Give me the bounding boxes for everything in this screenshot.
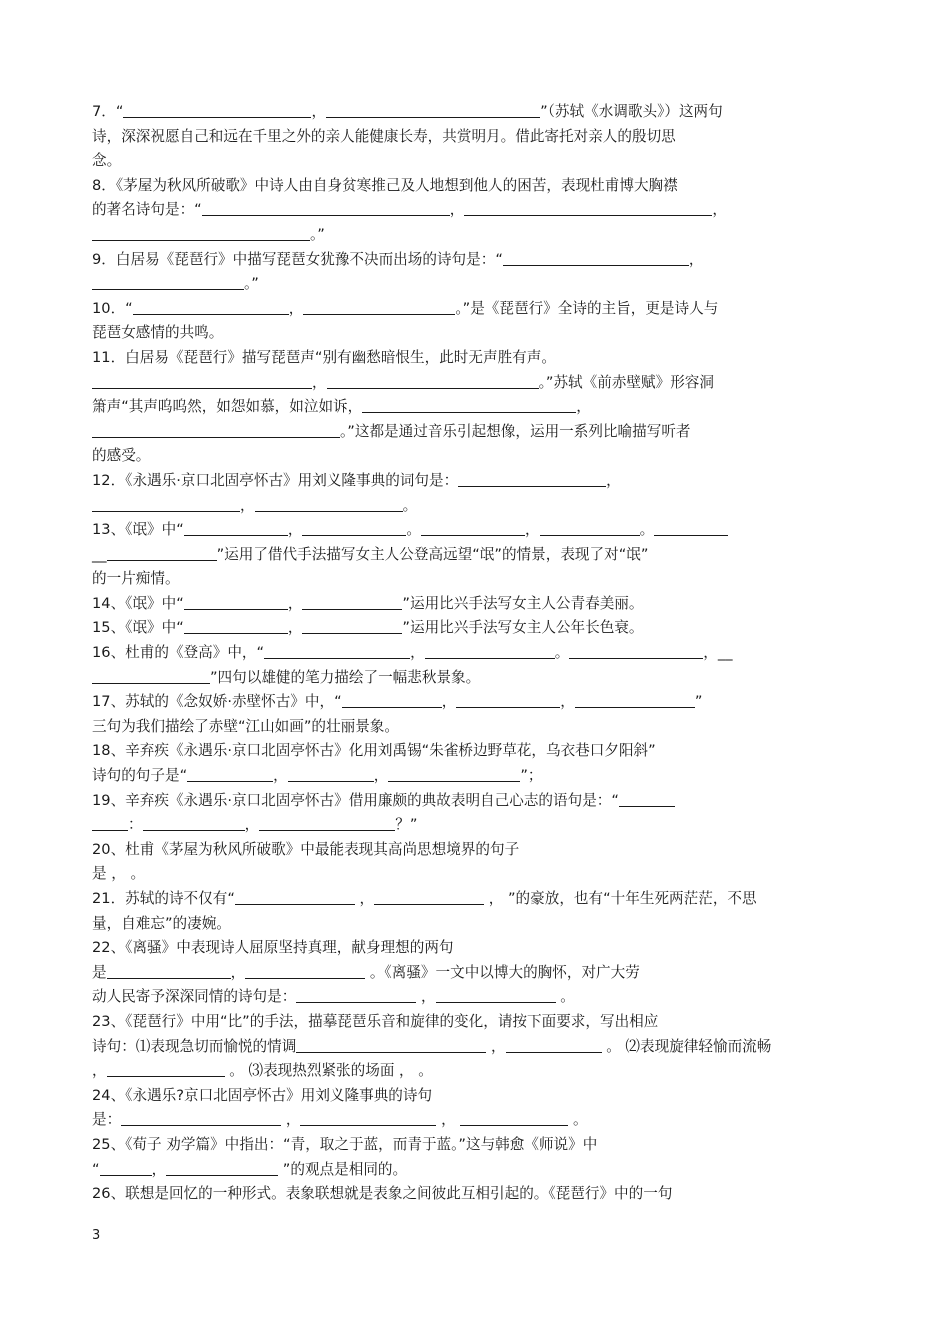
line-text: ， <box>151 1160 167 1178</box>
text-line <box>92 1182 882 1207</box>
line-text: “ <box>92 1160 100 1178</box>
line-text: ”的观点是相同的。 <box>278 1160 408 1178</box>
answer-blank[interactable] <box>456 690 560 708</box>
line-text: ， <box>281 1111 301 1129</box>
text-line <box>92 518 882 543</box>
text-line <box>92 838 882 863</box>
answer-blank[interactable] <box>92 272 244 290</box>
line-text: 三句为我们描绘了赤壁“江山如画”的壮丽景象。 <box>92 717 399 735</box>
text-line <box>92 715 882 740</box>
answer-blank[interactable] <box>264 641 410 659</box>
answer-blank[interactable] <box>503 248 689 266</box>
text-line <box>92 862 882 887</box>
line-text: 。 ⑶表现热烈紧张的场面 ， 。 <box>224 1062 433 1080</box>
line-text: 诗句的句子是“ <box>92 767 188 785</box>
line-text: ， <box>273 767 288 785</box>
text-line <box>92 666 882 691</box>
answer-blank[interactable] <box>460 1108 568 1126</box>
line-text: 25、《荀子 劝学篇》中指出：“青，取之于蓝，而青于蓝。”这与韩愈《师说》中 <box>92 1135 598 1153</box>
text-line <box>92 395 882 420</box>
text-line <box>92 149 882 174</box>
answer-blank[interactable] <box>619 789 675 807</box>
answer-blank[interactable] <box>184 518 288 536</box>
answer-blank[interactable] <box>259 813 395 831</box>
text-line <box>92 1059 882 1084</box>
answer-blank[interactable] <box>654 518 728 536</box>
line-text: ， <box>576 398 591 416</box>
answer-blank[interactable] <box>92 223 310 241</box>
line-text: 22、《离骚》中表现诗人屈原坚持真理，献身理想的两句 <box>92 939 454 957</box>
line-text: 。”是《琵琶行》全诗的主旨，更是诗人与 <box>455 299 719 317</box>
line-text: 。”苏轼《前赤壁赋》形容洞 <box>538 373 714 391</box>
line-text: 8．《茅屋为秋风所破歌》中诗人由自身贫寒推己及人地想到他人的困苦，表现杜甫博大胸襟 <box>92 176 678 194</box>
line-text: ， <box>230 963 246 981</box>
line-text: ”运用比兴手法写女主人公青春美丽。 <box>402 594 644 612</box>
line-text: 琵琶女感情的共鸣。 <box>92 324 224 342</box>
answer-blank[interactable] <box>92 813 128 831</box>
line-text: ， <box>373 767 389 785</box>
answer-blank[interactable] <box>296 1035 486 1053</box>
text-line <box>92 444 882 469</box>
line-text: 诗，深深祝愿自己和远在千里之外的亲人能健康长寿，共赏明月。借此寄托对亲人的殷切思 <box>92 127 676 145</box>
line-text: 24、《永遇乐?京口北固亭怀古》用刘义隆事典的诗句 <box>92 1086 433 1104</box>
answer-blank[interactable] <box>302 616 402 634</box>
text-line <box>92 297 882 322</box>
text-line <box>92 321 882 346</box>
line-text: 。《离骚》一文中以博大的胸怀，对广大劳 <box>365 963 640 981</box>
text-line <box>92 494 882 519</box>
answer-blank[interactable] <box>107 1059 225 1077</box>
answer-blank[interactable] <box>296 985 416 1003</box>
text-line <box>92 641 882 666</box>
answer-blank[interactable] <box>166 1158 278 1176</box>
answer-blank[interactable] <box>143 813 245 831</box>
line-text: ， <box>311 103 327 120</box>
line-text: 。 <box>568 1111 588 1129</box>
answer-blank[interactable] <box>575 690 695 708</box>
text-line <box>92 764 882 789</box>
text-line <box>92 371 882 396</box>
line-text: 。”这都是通过音乐引起想像，运用一系列比喻描写听者 <box>340 422 691 440</box>
line-text: 是 <box>92 963 107 981</box>
line-text: 16、杜甫的《登高》中，“ <box>92 644 265 662</box>
text-line <box>92 420 882 445</box>
answer-blank[interactable] <box>107 961 231 979</box>
line-text: 量，自难忘”的凄婉。 <box>92 914 231 932</box>
line-text: 的一片痴情。 <box>92 570 180 588</box>
line-text: 。 ⑵表现旋律轻愉而流畅 <box>601 1037 772 1055</box>
answer-blank[interactable] <box>92 666 210 684</box>
text-line <box>92 690 882 715</box>
text-line <box>92 346 882 371</box>
answer-blank[interactable] <box>302 592 402 610</box>
line-text: 10．“ <box>92 299 133 317</box>
line-text: ， <box>688 250 704 268</box>
line-text: 。” <box>310 225 325 243</box>
text-line <box>92 1108 882 1133</box>
text-line <box>92 174 882 199</box>
line-text: ， <box>486 1037 506 1055</box>
line-text: ， <box>606 471 621 489</box>
line-text: ， <box>288 299 304 317</box>
answer-blank[interactable] <box>123 100 311 118</box>
text-line <box>92 887 882 912</box>
line-text: 。 <box>555 988 575 1006</box>
line-text: ， <box>287 521 303 539</box>
line-text: 的感受。 <box>92 447 151 465</box>
line-text: 动人民寄予深深同情的诗句是： <box>92 988 297 1006</box>
text-line <box>92 100 882 125</box>
answer-blank[interactable] <box>255 494 403 512</box>
answer-blank[interactable] <box>421 518 525 536</box>
line-text: ， <box>287 619 303 637</box>
answer-blank[interactable] <box>388 764 520 782</box>
line-text: 13、《氓》中“ <box>92 521 184 539</box>
answer-blank[interactable] <box>107 543 217 561</box>
answer-blank[interactable] <box>300 1108 436 1126</box>
text-line <box>92 1158 882 1183</box>
text-line <box>92 469 882 494</box>
line-text: ， <box>312 373 327 391</box>
answer-blank[interactable] <box>202 198 450 216</box>
line-text: 21．苏轼的诗不仅有“ <box>92 890 235 907</box>
line-text: ， <box>525 521 540 539</box>
answer-blank[interactable] <box>458 469 606 487</box>
line-text: 26、联想是回忆的一种形式。表象联想就是表象之间彼此互相引起的。《琵琶行》中的一句 <box>92 1185 673 1203</box>
text-line <box>92 789 882 814</box>
text-line <box>92 739 882 764</box>
text-line <box>92 1010 882 1035</box>
line-text: ， <box>244 816 260 834</box>
line-text: ， <box>416 988 436 1006</box>
text-line <box>92 543 882 568</box>
line-text: ， <box>560 693 575 711</box>
question-list <box>92 100 882 1207</box>
line-text: 11．白居易《琵琶行》描写琵琶声“别有幽愁暗恨生，此时无声胜有声。 <box>92 348 556 366</box>
answer-blank[interactable] <box>100 1158 152 1176</box>
line-text: 19、辛弃疾《永遇乐·京口北固亭怀古》借用廉颇的典故表明自己心志的语句是：“ <box>92 791 619 809</box>
page-number: 3 <box>92 1228 101 1243</box>
line-text: 18、辛弃疾《永遇乐·京口北固亭怀古》化用刘禹锡“朱雀桥边野草花，乌衣巷口夕阳斜” <box>92 742 656 760</box>
line-text: ： <box>128 816 143 834</box>
answer-blank[interactable] <box>245 961 365 979</box>
text-line <box>92 616 882 641</box>
text-line <box>92 198 882 223</box>
answer-blank[interactable] <box>92 420 340 438</box>
line-text: ，__ <box>703 644 733 662</box>
line-text: 箫声“其声呜呜然，如怨如慕，如泣如诉， <box>92 398 363 416</box>
line-text: 15、《氓》中“ <box>92 619 184 637</box>
answer-blank[interactable] <box>464 198 712 216</box>
answer-blank[interactable] <box>302 518 406 536</box>
answer-blank[interactable] <box>187 764 273 782</box>
line-text: 。 <box>639 521 655 539</box>
line-text: ， <box>240 496 255 514</box>
answer-blank[interactable] <box>506 1035 602 1053</box>
answer-blank[interactable] <box>133 297 289 315</box>
answer-blank[interactable] <box>540 518 640 536</box>
text-line <box>92 985 882 1010</box>
line-text: ”运用了借代手法描写女主人公登高远望“氓”的情景，表现了对“氓” <box>216 545 649 563</box>
line-text: ， <box>712 201 727 219</box>
answer-blank[interactable] <box>92 371 312 389</box>
line-text: ？” <box>395 816 418 834</box>
line-text: 20、杜甫《茅屋为秋风所破歌》中最能表现其高尚思想境界的句子 <box>92 840 520 858</box>
text-line <box>92 223 882 248</box>
text-line <box>92 1133 882 1158</box>
line-text: ， <box>287 594 303 612</box>
line-text: 12．《永遇乐·京口北固亭怀古》用刘义隆事典的词句是： <box>92 471 459 489</box>
answer-blank[interactable] <box>326 100 540 118</box>
answer-blank[interactable] <box>184 616 288 634</box>
answer-blank[interactable] <box>235 887 355 905</box>
line-text: ， <box>449 201 465 219</box>
line-text: ， <box>410 644 425 662</box>
line-text: ” <box>694 693 703 711</box>
answer-blank[interactable] <box>436 985 556 1003</box>
answer-blank[interactable] <box>184 592 288 610</box>
text-line <box>92 592 882 617</box>
line-text: 。” <box>244 275 259 293</box>
line-text: 念。 <box>92 152 122 170</box>
line-text: ”运用比兴手法写女主人公年长色衰。 <box>402 619 644 637</box>
text-line <box>92 936 882 961</box>
line-text: 9．白居易《琵琶行》中描写琵琶女犹豫不决而出场的诗句是：“ <box>92 250 503 268</box>
answer-blank[interactable] <box>342 690 442 708</box>
line-text: __ <box>92 545 107 563</box>
line-text: ， <box>92 1062 107 1080</box>
line-text: 14、《氓》中“ <box>92 594 184 612</box>
answer-blank[interactable] <box>92 494 240 512</box>
text-line <box>92 567 882 592</box>
line-text: 23、《琵琶行》中用“比”的手法，描摹琵琶乐音和旋律的变化，请按下面要求，写出相应 <box>92 1012 659 1030</box>
line-text: ， ”的豪放，也有“十年生死两茫茫，不思 <box>484 890 757 907</box>
text-line <box>92 813 882 838</box>
line-text: 。 <box>406 521 422 539</box>
answer-blank[interactable] <box>327 371 539 389</box>
text-line <box>92 125 882 150</box>
text-line <box>92 1084 882 1109</box>
line-text: ”（苏轼《水调歌头》）这两句 <box>540 103 723 120</box>
text-line <box>92 961 882 986</box>
line-text: ”四句以雄健的笔力描绘了一幅悲秋景象。 <box>210 668 481 686</box>
answer-blank[interactable] <box>303 297 455 315</box>
answer-blank[interactable] <box>362 395 576 413</box>
line-text: 诗句：⑴表现急切而愉悦的情调 <box>92 1037 297 1055</box>
line-text: 17、苏轼的《念奴娇·赤壁怀古》中，“ <box>92 693 342 711</box>
line-text: ， <box>441 693 457 711</box>
line-text: 是 ， 。 <box>92 865 146 883</box>
line-text: ， <box>436 1111 461 1129</box>
text-line <box>92 248 882 273</box>
text-line <box>92 272 882 297</box>
answer-blank[interactable] <box>569 641 703 659</box>
answer-blank[interactable] <box>425 641 555 659</box>
line-text: ， <box>354 890 375 907</box>
line-text: ”； <box>520 767 543 785</box>
text-line <box>92 912 882 937</box>
answer-blank[interactable] <box>374 887 484 905</box>
line-text: 的著名诗句是：“ <box>92 201 202 219</box>
line-text: 。 <box>554 644 570 662</box>
line-text: 7．“ <box>92 103 124 120</box>
text-line <box>92 1035 882 1060</box>
line-text: 。 <box>402 496 418 514</box>
answer-blank[interactable] <box>121 1108 281 1126</box>
answer-blank[interactable] <box>288 764 374 782</box>
line-text: 是： <box>92 1111 122 1129</box>
